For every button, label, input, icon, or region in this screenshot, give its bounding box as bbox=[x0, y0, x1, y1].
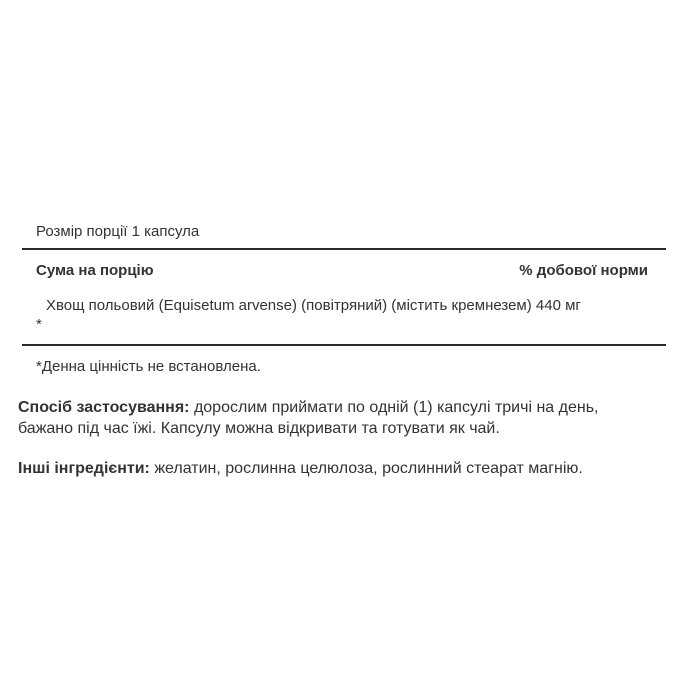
other-ingredients-label: Інші інгредієнти: bbox=[18, 460, 150, 477]
divider-top bbox=[22, 248, 666, 250]
usage-text-1: дорослим приймати по одній (1) капсулі тричі на день, bbox=[189, 399, 599, 416]
usage-text-2: бажано під час їжі. Капсулу можна відкривати та готувати як чай. bbox=[18, 420, 500, 437]
ingredient-line: Хвощ польовий (Equisetum arvense) (повітряний) (містить кремнезем) 440 мг bbox=[46, 297, 581, 314]
usage-label: Спосіб застосування: bbox=[18, 399, 190, 416]
other-ingredients-text: желатин, рослинна целюлоза, рослинний стеарат магнію. bbox=[149, 460, 583, 477]
divider-bottom bbox=[22, 344, 666, 346]
ingredient-daily-value: * bbox=[36, 316, 42, 333]
serving-size: Розмір порції 1 капсула bbox=[36, 223, 200, 240]
amount-per-serving-header: Сума на порцію bbox=[36, 262, 154, 279]
footnote: *Денна цінність не встановлена. bbox=[36, 358, 261, 375]
other-ingredients bbox=[18, 460, 583, 478]
daily-value-header: % добової норми bbox=[519, 262, 648, 279]
usage-line-1 bbox=[18, 399, 598, 417]
